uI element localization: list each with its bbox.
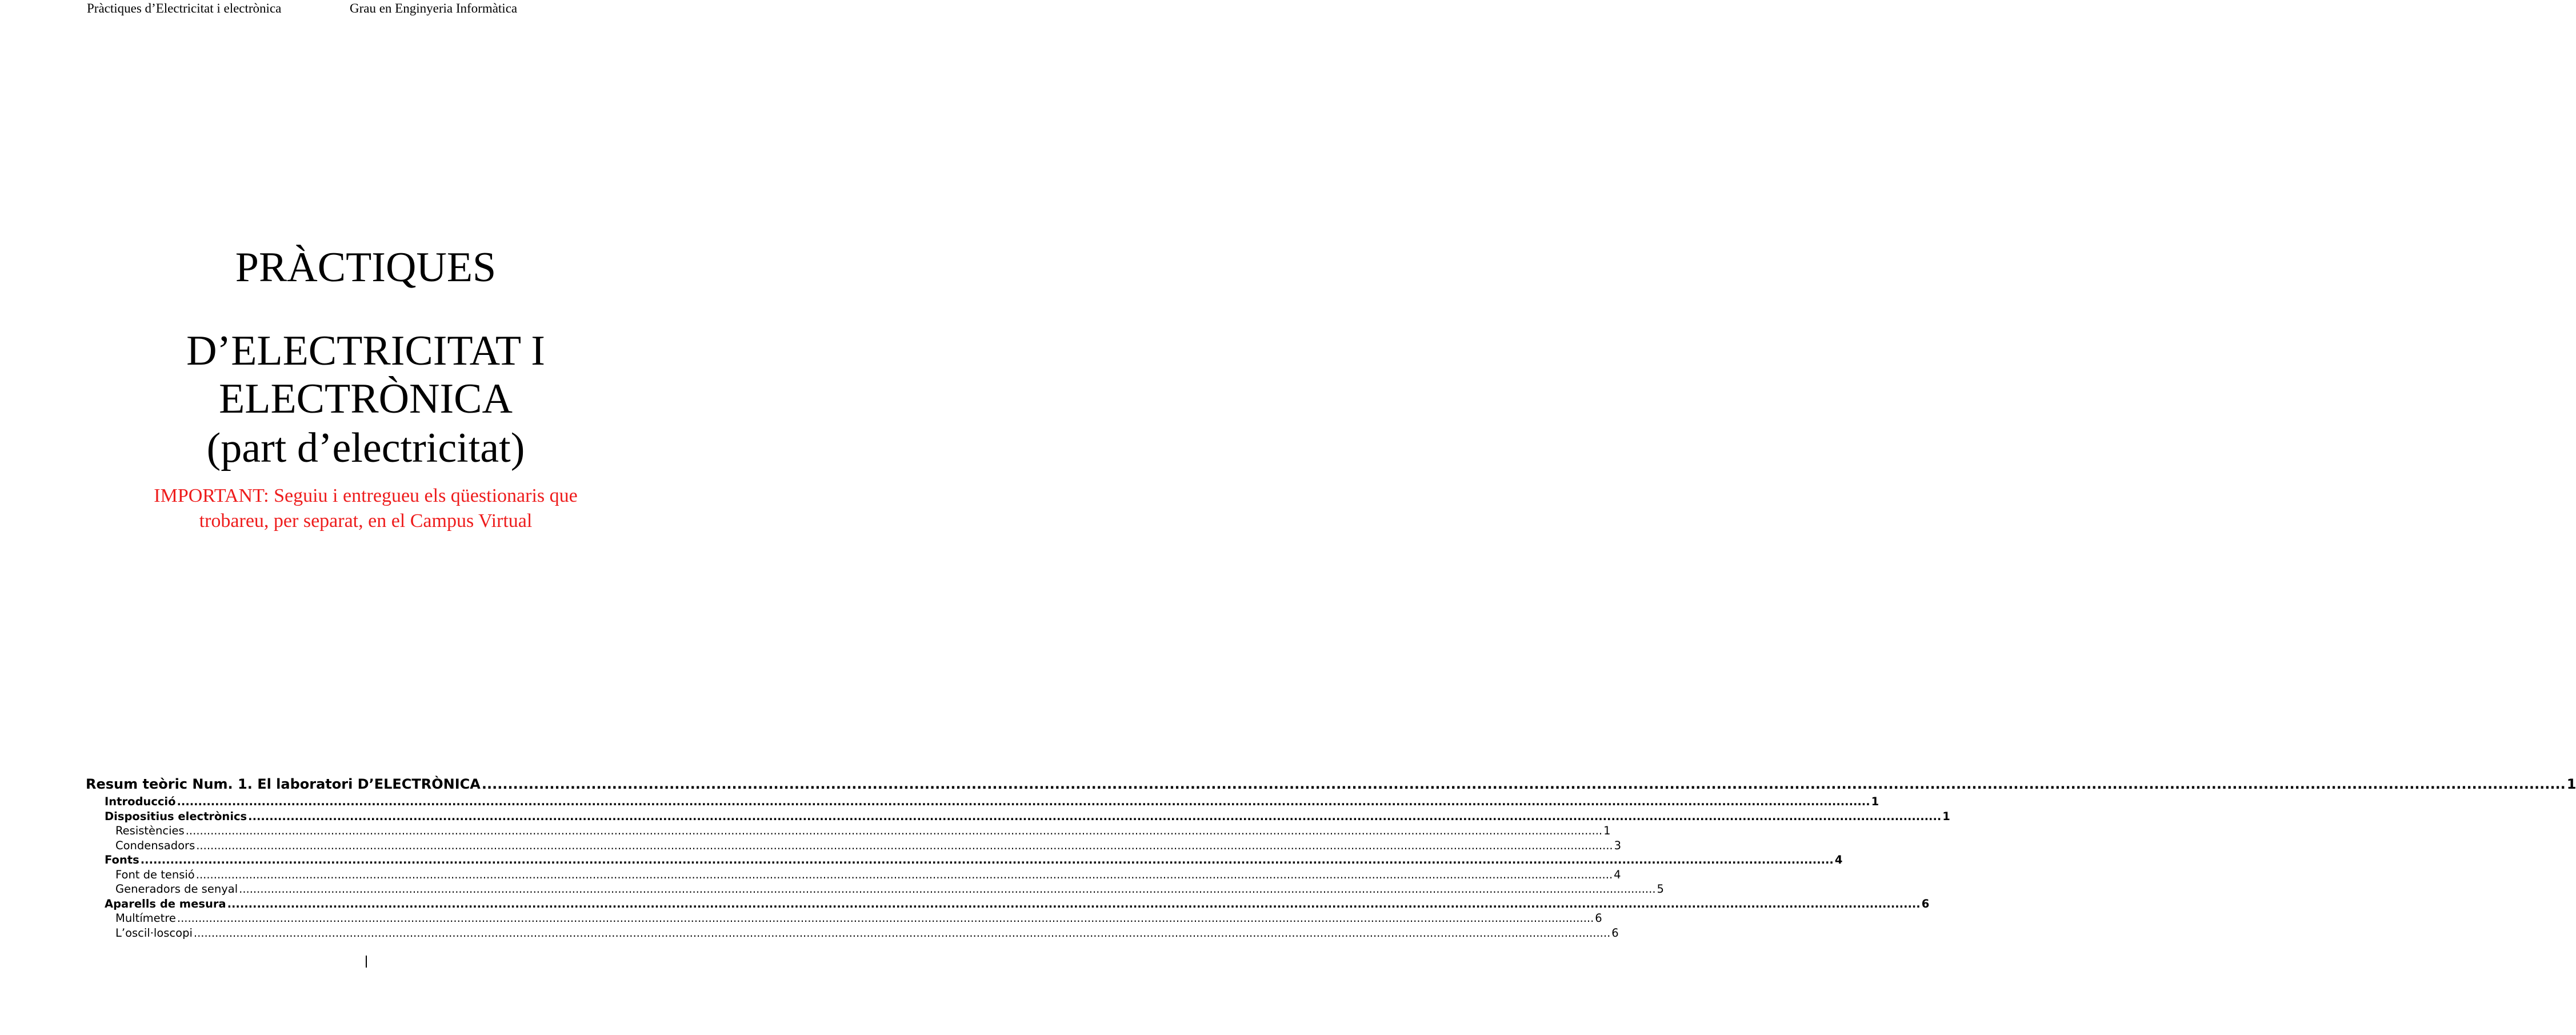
toc-entry[interactable]	[86, 824, 1611, 839]
toc-entry-page: 3	[1614, 838, 1622, 852]
toc-entry-label: Condensadors	[115, 838, 195, 852]
toc-entry[interactable]	[86, 809, 1950, 825]
toc-leader-dots: ................................................................................................................................................................................................................................................................................................................................................................................................................	[248, 809, 1942, 823]
toc-leader-dots: ................................................................................................................................................................................................................................................................................................................................................................................................................	[196, 838, 1613, 852]
toc-leader-dots: ................................................................................................................................................................................................................................................................................................................................................................................................................	[177, 795, 1870, 808]
toc-entry-label: Fonts	[105, 853, 139, 866]
toc-entry-page: 1	[1603, 824, 1611, 837]
toc-entry[interactable]	[86, 897, 1930, 912]
toc-entry[interactable]	[86, 868, 1621, 883]
toc-entry-page: 1	[1871, 795, 1879, 808]
toc-entry-page: 5	[1657, 882, 1664, 896]
toc-leader-dots: ................................................................................................................................................................................................................................................................................................................................................................................................................	[227, 897, 1921, 910]
toc-leader-dots: ................................................................................................................................................................................................................................................................................................................................................................................................................	[195, 868, 1613, 881]
toc-entry[interactable]	[86, 853, 1843, 868]
document-title-line-2: D’ELECTRICITAT I	[186, 327, 545, 374]
toc-entry-label: Dispositius electrònics	[105, 809, 247, 823]
toc-entry-label: Introducció	[105, 795, 176, 808]
running-header-right: Grau en Enginyeria Informàtica	[350, 1, 518, 15]
toc-entry-label: Aparells de mesura	[105, 897, 226, 910]
document-subtitle: (part d’electricitat)	[206, 425, 525, 471]
toc-leader-dots: ................................................................................................................................................................................................................................................................................................................................................................................................................	[239, 882, 1656, 896]
toc-entry-page: 6	[1595, 912, 1602, 925]
toc-leader-dots: ................................................................................................................................................................................................................................................................................................................................................................................................................	[185, 824, 1603, 837]
toc-entry-label: Multímetre	[115, 912, 176, 925]
toc-entry-page: 6	[1921, 897, 1930, 910]
toc-entry-page: 1	[2566, 776, 2576, 792]
important-notice-line-2: trobareu, per separat, en el Campus Virtual	[199, 510, 533, 532]
toc-leader-dots: ................................................................................................................................................................................................................................................................................................................................................................................................................	[140, 853, 1834, 866]
toc-entry-page: 4	[1614, 868, 1621, 881]
toc-entry-page: 4	[1834, 853, 1843, 866]
document-title-line-1: PRÀCTIQUES	[235, 244, 497, 291]
toc-entry[interactable]	[86, 912, 1602, 926]
page-footer-mark	[366, 956, 367, 968]
document-title-line-3: ELECTRÒNICA	[219, 375, 513, 422]
table-of-contents	[86, 776, 2576, 941]
toc-leader-dots: ................................................................................................................................................................................................................................................................................................................................................................................................................	[177, 912, 1594, 925]
important-notice-line-1: IMPORTANT: Seguiu i entregueu els qüestionaris que	[154, 485, 578, 506]
important-notice	[86, 483, 646, 534]
toc-entry[interactable]	[86, 926, 1619, 941]
toc-entry-label: Font de tensió	[115, 868, 195, 881]
toc-entry[interactable]	[86, 776, 2576, 795]
toc-entry-label: Resistències	[115, 824, 185, 837]
toc-entry-label: Resum teòric Num. 1. El laboratori D’ELECTRÒNICA	[86, 776, 481, 792]
toc-entry-page: 1	[1942, 809, 1950, 823]
toc-entry-label: L’oscil·loscopi	[115, 926, 193, 940]
toc-leader-dots: ................................................................................................................................................................................................................................................................................................................................................................................................................	[193, 926, 1611, 940]
toc-leader-dots: ................................................................................................................................................................................................................................................................................................................................................................................................................	[481, 776, 2566, 792]
running-header-left: Pràctiques d’Electricitat i electrònica	[87, 1, 282, 15]
toc-entry[interactable]	[86, 882, 1664, 897]
toc-entry[interactable]	[86, 795, 1879, 810]
toc-entry-label: Generadors de senyal	[115, 882, 238, 896]
toc-entry-page: 6	[1611, 926, 1619, 940]
toc-entry[interactable]	[86, 838, 1622, 854]
